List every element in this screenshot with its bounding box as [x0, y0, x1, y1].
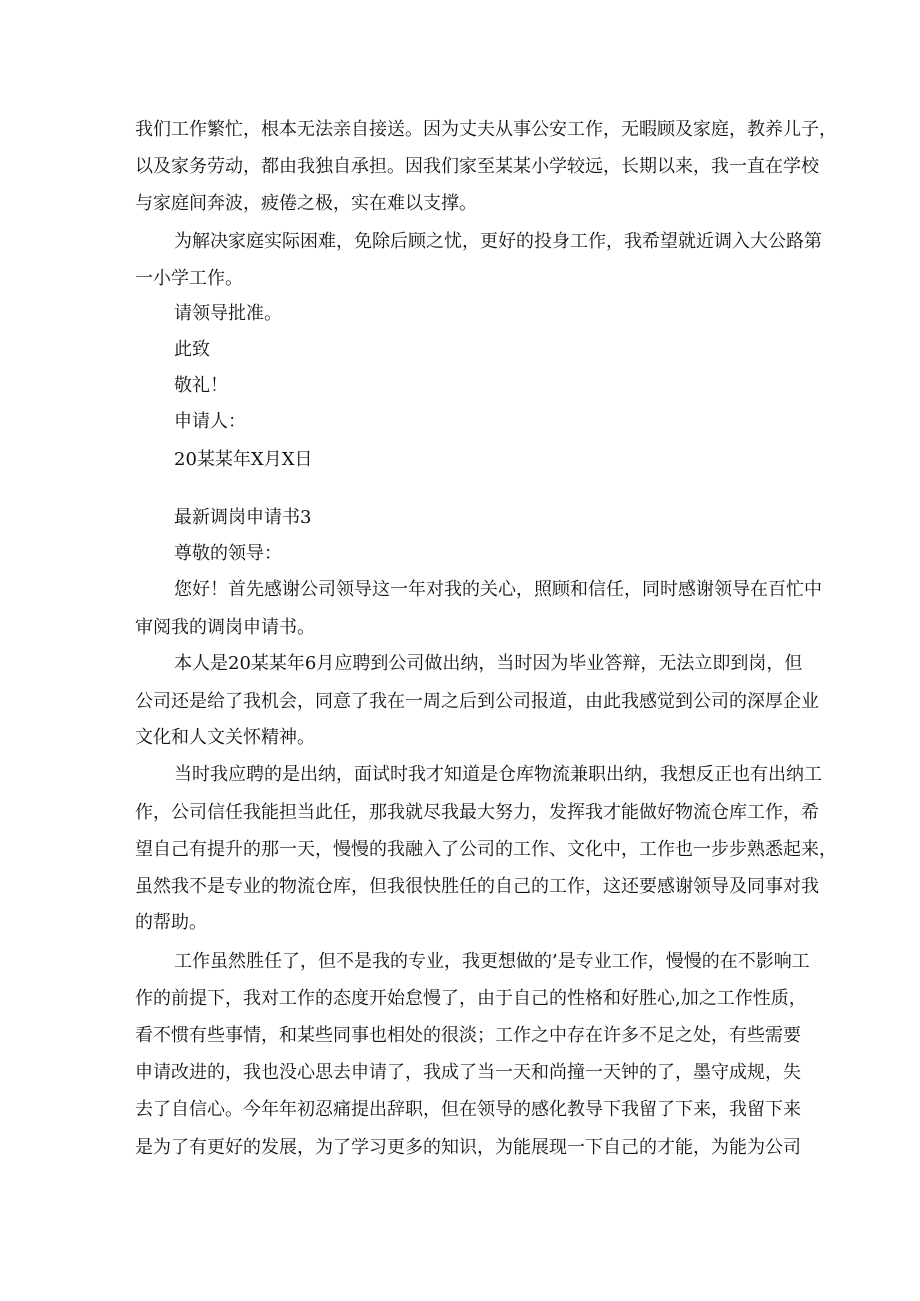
text-line: 我们工作繁忙，根本无法亲自接送。因为丈夫从事公安工作，无暇顾及家庭，教养儿子，	[135, 119, 837, 140]
text-line: 望自己有提升的那一天，慢慢的我融入了公司的工作、文化中，工作也一步步熟悉起来，	[135, 839, 837, 860]
text-line: 敬礼！	[174, 375, 228, 396]
text-line: 是为了有更好的发展，为了学习更多的知识，为能展现一下自己的才能，为能为公司	[135, 1137, 801, 1158]
text-line: 请领导批准。	[174, 303, 282, 324]
text-line: 作，公司信任我能担当此任，那我就尽我最大努力，发挥我才能做好物流仓库工作，希	[135, 802, 819, 823]
text-line: 申请人：	[174, 411, 246, 432]
text-line: 去了自信心。今年年初忍痛提出辞职，但在领导的感化教导下我留了下来，我留下来	[135, 1099, 801, 1120]
text-line: 为解决家庭实际困难，免除后顾之忧，更好的投身工作，我希望就近调入大公路第	[174, 231, 822, 252]
text-line: 一小学工作。	[135, 268, 243, 289]
text-line: 公司还是给了我机会，同意了我在一周之后到公司报道，由此我感觉到公司的深厚企业	[135, 691, 819, 712]
text-line: 文化和人文关怀精神。	[135, 727, 315, 748]
text-line: 审阅我的调岗申请书。	[135, 617, 315, 638]
text-line: 作的前提下，我对工作的态度开始怠慢了，由于自己的性格和好胜心,加之工作性质，	[135, 988, 807, 1009]
text-line: 工作虽然胜任了，但不是我的专业，我更想做的’是专业工作，慢慢的在不影响工	[174, 951, 810, 972]
text-line: 您好！首先感谢公司领导这一年对我的关心，照顾和信任，同时感谢领导在百忙中	[174, 579, 822, 600]
text-line: 申请改进的，我也没心思去申请了，我成了当一天和尚撞一天钟的了，墨守成规，失	[135, 1062, 801, 1083]
text-line: 当时我应聘的是出纳，面试时我才知道是仓库物流兼职出纳，我想反正也有出纳工	[174, 764, 822, 785]
text-line: 与家庭间奔波，疲倦之极，实在难以支撑。	[135, 193, 477, 214]
text-line: 本人是20某某年6月应聘到公司做出纳，当时因为毕业答辩，无法立即到岗，但	[174, 653, 803, 674]
text-line: 的帮助。	[135, 912, 207, 933]
text-line: 虽然我不是专业的物流仓库，但我很快胜任的自己的工作，这还要感谢领导及同事对我	[135, 876, 819, 897]
text-line: 尊敬的领导：	[174, 543, 282, 564]
text-line: 20某某年X月X日	[174, 449, 313, 470]
text-line: 看不惯有些事情，和某些同事也相处的很淡；工作之中存在许多不足之处，有些需要	[135, 1025, 801, 1046]
text-line: 最新调岗申请书3	[174, 507, 312, 528]
text-line: 此致	[174, 339, 210, 360]
text-line: 以及家务劳动，都由我独自承担。因我们家至某某小学较远，长期以来，我一直在学校	[135, 156, 819, 177]
